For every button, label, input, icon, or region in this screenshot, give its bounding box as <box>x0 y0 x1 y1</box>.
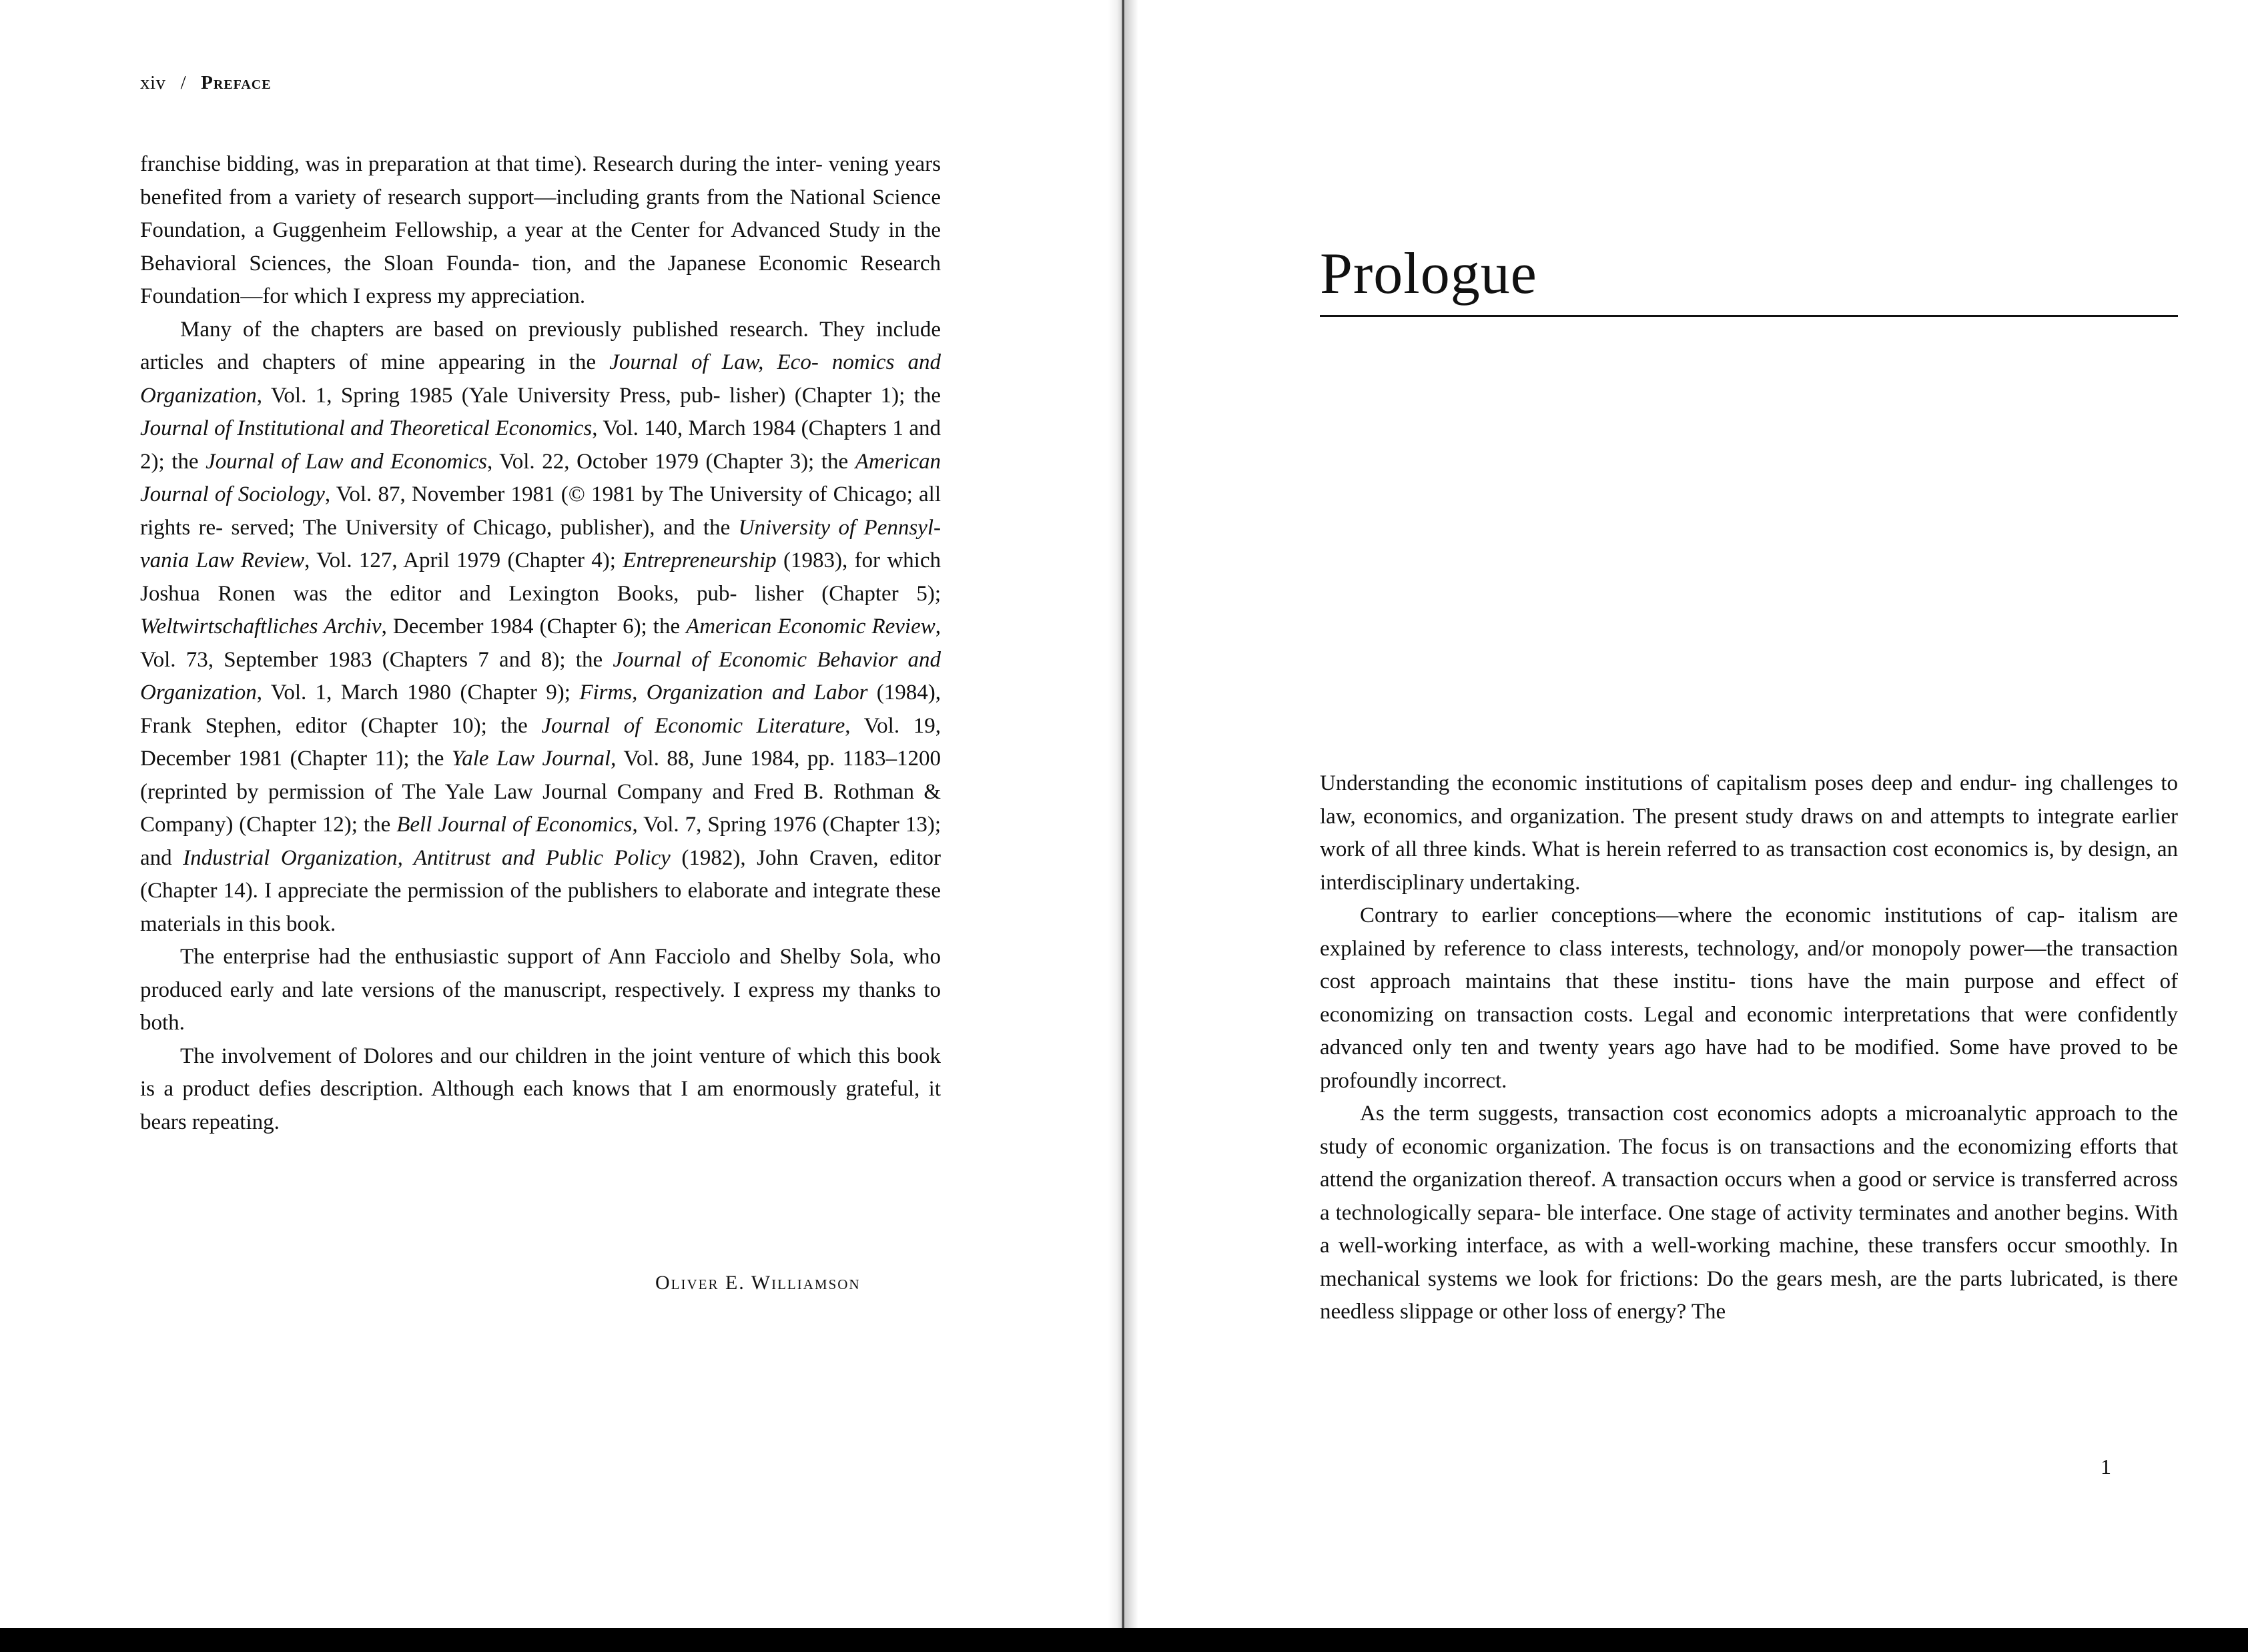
text-run: , Vol. 87, November 1981 (© 1981 by The University of Chicago; all rights re- served; The University of Chicago, publisher), and the <box>140 482 941 540</box>
prologue-body-text <box>1320 767 2178 1329</box>
text-run: The enterprise had the enthusiastic support of Ann Facciolo and Shelby Sola, who produced early and late versions of the manuscript, respectively. I express my thanks to both. <box>140 945 941 1035</box>
prologue-paragraph: Understanding the economic institutions of capitalism poses deep and endur- ing challenges to law, economics, and organization. The present study draws on and attempts to integrate earlier work of all three kinds. What is herein referred to as transaction cost economics is, by design, an interdisciplinary undertaking. <box>1320 771 2178 895</box>
preface-paragraph <box>140 314 941 941</box>
publication-title: American Journal of Sociology <box>140 449 942 506</box>
preface-paragraph <box>140 148 941 314</box>
text-run: franchise bidding, was in preparation at that time). Research during the inter- vening years benefited from a variety of research support—including grants from the National Science Foundation, a Guggenheim Fellowship, a year at the Center for Advanced Study in the Behavioral Sciences, the Sloan Founda- tion, and the Japanese Economic Research Foundation—for which I express my appreciation. <box>140 152 941 308</box>
publication-title: Industrial Organization, Antitrust and Public Policy <box>183 845 671 870</box>
text-run: The involvement of Dolores and our children in the joint venture of which this book is a product defies description. Although each knows that I am enormously grateful, it bears repeating. <box>140 1044 941 1134</box>
publication-title: Journal of Economic Behavior and Organization <box>140 647 941 705</box>
prologue-paragraph: Contrary to earlier conceptions—where the economic institutions of cap- italism are explained by reference to class interests, technology, and/or monopoly power—the transaction cost approach maintains that these institu- tions have the main purpose and effect of economizing on transaction costs. Legal and economic interpretations that were confidently advanced only ten and twenty years ago have had to be modified. Some have proved to be profoundly incorrect. <box>1320 903 2178 1093</box>
preface-paragraph <box>140 941 941 1040</box>
text-run: , Vol. 19, December 1981 (Chapter 11); the <box>140 713 942 771</box>
author-signature: Oliver E. Williamson <box>655 1272 861 1294</box>
running-header-section: Preface <box>201 72 272 93</box>
publication-title: Journal of Law, Eco- nomics and Organization <box>140 350 942 408</box>
scan-bottom-edge <box>0 1628 2248 1652</box>
publication-title: Journal of Institutional and Theoretical Economics <box>140 416 593 440</box>
text-run: (1983), for which Joshua Ronen was the editor and Lexington Books, pub- lisher (Chapter 5); <box>140 548 941 606</box>
prologue-paragraph: As the term suggests, transaction cost economics adopts a microanalytic approach to the study of economic organization. The focus is on transactions and the economizing efforts that attend the organization thereof. A transaction occurs when a good or service is transferred across a technologically separa- ble interface. One stage of activity terminates and another begins. With a well-working interface, as with a well-working machine, these transfers occur smoothly. In mechanical systems we look for frictions: Do the gears mesh, are the parts lubricated, is there needless slippage or other loss of energy? The <box>1320 1102 2178 1324</box>
publication-title: Weltwirtschaftliches Archiv <box>140 614 382 639</box>
text-run: , Vol. 140, March 1984 (Chapters 1 and 2); the <box>140 416 941 474</box>
publication-title: University of Pennsyl- vania Law Review <box>140 515 941 572</box>
text-run: (1982), John Craven, editor (Chapter 14). I appreciate the permission of the publishers to elaborate and integrate these materials in this book. <box>140 845 942 936</box>
publication-title: Journal of Law and Economics <box>206 449 487 474</box>
publication-title: Entrepreneurship <box>623 548 777 572</box>
page-number: 1 <box>2101 1455 2111 1479</box>
publication-title: Journal of Economic Literature <box>541 713 845 738</box>
chapter-title: Prologue <box>1320 242 1537 306</box>
text-run: Many of the chapters are based on previously published research. They include articles and chapters of mine appearing in the <box>140 317 941 374</box>
preface-body-text <box>140 148 941 1139</box>
right-page-prologue <box>1128 0 2248 1652</box>
text-run: , December 1984 (Chapter 6); the <box>381 614 687 639</box>
chapter-title-rule <box>1320 315 2178 317</box>
text-run: , Vol. 127, April 1979 (Chapter 4); <box>304 548 623 572</box>
text-run: (1984), Frank Stephen, editor (Chapter 10); the <box>140 681 941 738</box>
running-header-separator: / <box>180 72 187 93</box>
publication-title: Firms, Organization and Labor <box>579 681 868 705</box>
publication-title: Bell Journal of Economics <box>396 813 633 837</box>
left-page-preface <box>0 0 1121 1652</box>
text-run: , Vol. 88, June 1984, pp. 1183–1200 (reprinted by permission of The Yale Law Journal Company and Fred B. Rothman & Company) (Chapter 12); the <box>140 747 941 837</box>
text-run: , Vol. 73, September 1983 (Chapters 7 and 8); the <box>140 614 941 672</box>
publication-title: American Economic Review <box>686 614 935 639</box>
text-run: , Vol. 22, October 1979 (Chapter 3); the <box>486 449 855 474</box>
text-run: , Vol. 1, Spring 1985 (Yale University Press, pub- lisher) (Chapter 1); the <box>256 383 941 408</box>
running-header <box>140 72 272 94</box>
running-header-page-number: xiv <box>140 72 166 93</box>
publication-title: Yale Law Journal <box>451 747 611 771</box>
text-run: , Vol. 1, March 1980 (Chapter 9); <box>256 681 580 705</box>
preface-paragraph <box>140 1040 941 1140</box>
text-run: , Vol. 7, Spring 1976 (Chapter 13); and <box>140 813 941 870</box>
